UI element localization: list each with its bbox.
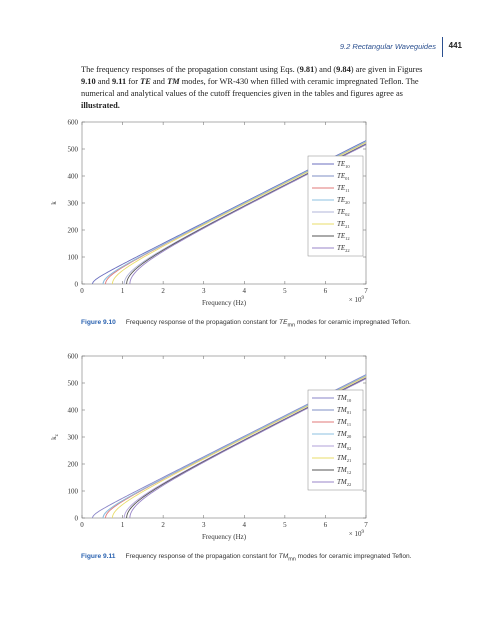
x-tick-label: 2 (161, 287, 165, 295)
x-tick-label: 4 (242, 521, 247, 529)
running-head: 9.2 Rectangular Waveguides (339, 42, 436, 51)
legend-label-tm01: $TM_{01}$ (337, 406, 352, 415)
legend-label-tm21: $TM_{21}$ (337, 454, 352, 463)
legend-label-subscript: 20 (345, 200, 350, 205)
legend-label-subscript: 22 (345, 248, 350, 253)
y-tick-label: 100 (67, 487, 78, 496)
legend-label-te21: $TE_{21}$ (337, 220, 350, 229)
x-tick-label: 6 (323, 287, 328, 295)
x-axis-label: Frequency (Hz) (201, 533, 247, 541)
legend-label-tm10: $TM_{10}$ (337, 394, 352, 403)
legend-label-te20: $TE_{20}$ (337, 196, 350, 205)
x-tick-label: 2 (161, 521, 165, 529)
y-tick-label: 500 (67, 145, 78, 154)
legend-label-te01: $TE_{01}$ (337, 172, 350, 181)
figure-9-10-chart (30, 118, 400, 318)
legend-label-subscript: 21 (345, 224, 350, 229)
y-tick-label: 100 (67, 253, 78, 262)
legend-label-te02: $TE_{02}$ (337, 208, 350, 217)
x-tick-label: 0 (80, 287, 84, 295)
legend-label-subscript: 12 (345, 236, 350, 241)
x-tick-label: 1 (120, 287, 125, 295)
legend-label-te10: $TE_{10}$ (337, 160, 350, 169)
y-tick-label: 600 (67, 118, 78, 127)
y-axis-label: $k_z$ (50, 434, 60, 440)
y-tick-label: 400 (67, 172, 78, 181)
x-tick-label: 4 (242, 287, 247, 295)
legend-label-subscript: 02 (345, 212, 350, 217)
figure-9-10-caption: Figure 9.10 Frequency response of the propagation constant for $TE_{mn}$ modes for ceramic impregnated Teflon. (81, 319, 411, 329)
legend-label-tm22: $TM_{22}$ (337, 478, 352, 487)
legend-label-subscript: 12 (346, 470, 352, 475)
y-tick-label: 600 (67, 352, 78, 361)
legend-label-subscript: 11 (346, 422, 352, 427)
x-axis-label: Frequency (Hz) (201, 299, 247, 307)
x-tick-label: 7 (364, 287, 368, 295)
figure-9-11-chart (30, 352, 400, 552)
header-rule (442, 37, 443, 57)
y-tick-label: 300 (67, 433, 78, 442)
x-tick-label: 7 (364, 521, 368, 529)
y-tick-label: 400 (67, 406, 78, 415)
legend-label-tm02: $TM_{02}$ (337, 442, 352, 451)
tm-modes-plot (30, 352, 400, 552)
legend-label-subscript: 22 (346, 482, 352, 487)
y-tick-label: 200 (67, 460, 78, 469)
y-tick-label: 500 (67, 379, 78, 388)
legend-label-subscript: 11 (345, 188, 350, 193)
y-tick-label: 300 (67, 199, 78, 208)
legend-label-subscript: 20 (346, 434, 352, 439)
x-multiplier: × $10^9$ (348, 296, 364, 304)
te-modes-plot (30, 118, 400, 318)
legend-label-tm20: $TM_{20}$ (337, 430, 352, 439)
legend-label-tm11: $TM_{11}$ (337, 418, 352, 427)
x-tick-label: 1 (120, 521, 125, 529)
x-multiplier: × $10^9$ (348, 530, 364, 538)
legend-box (308, 156, 363, 256)
legend-label-subscript: 10 (346, 398, 352, 403)
y-axis-label: k (50, 201, 58, 205)
x-tick-label: 6 (323, 521, 328, 529)
page-number: 441 (448, 41, 462, 50)
legend-label-subscript: 10 (345, 164, 350, 169)
x-tick-label: 3 (201, 521, 206, 529)
x-multiplier-exponent: 9 (361, 530, 364, 535)
intro-paragraph: The frequency responses of the propagation constant using Eqs. (9.81) and (9.84) are given in Figures 9.10 and 9.11 for TE and TM modes, for WR-430 when filled with ceramic impregnated Teflon. The numerical and analytical values of the cutoff frequencies given in the tables and figures agree as illustrated. (81, 65, 423, 110)
x-tick-label: 5 (283, 287, 287, 295)
legend-label-te11: $TE_{11}$ (337, 184, 350, 193)
y-tick-label: 0 (74, 280, 78, 289)
x-tick-label: 0 (80, 521, 84, 529)
legend-label-subscript: 02 (346, 446, 352, 451)
figure-9-11-caption: Figure 9.11 Frequency response of the propagation constant for $TM_{mn}$ modes for ceramic impregnated Teflon. (81, 553, 412, 563)
legend-label-te22: $TE_{22}$ (337, 244, 350, 253)
x-multiplier-exponent: 9 (361, 296, 364, 301)
legend-label-subscript: 01 (345, 176, 350, 181)
x-tick-label: 3 (201, 287, 206, 295)
legend-box (308, 390, 363, 490)
legend-label-te12: $TE_{12}$ (337, 232, 350, 241)
legend-label-tm12: $TM_{12}$ (337, 466, 352, 475)
y-tick-label: 0 (74, 514, 78, 523)
legend-label-subscript: 01 (346, 410, 352, 415)
x-tick-label: 5 (283, 521, 287, 529)
y-tick-label: 200 (67, 226, 78, 235)
legend-label-subscript: 21 (346, 458, 352, 463)
y-axis-label-subscript: z (55, 434, 60, 437)
